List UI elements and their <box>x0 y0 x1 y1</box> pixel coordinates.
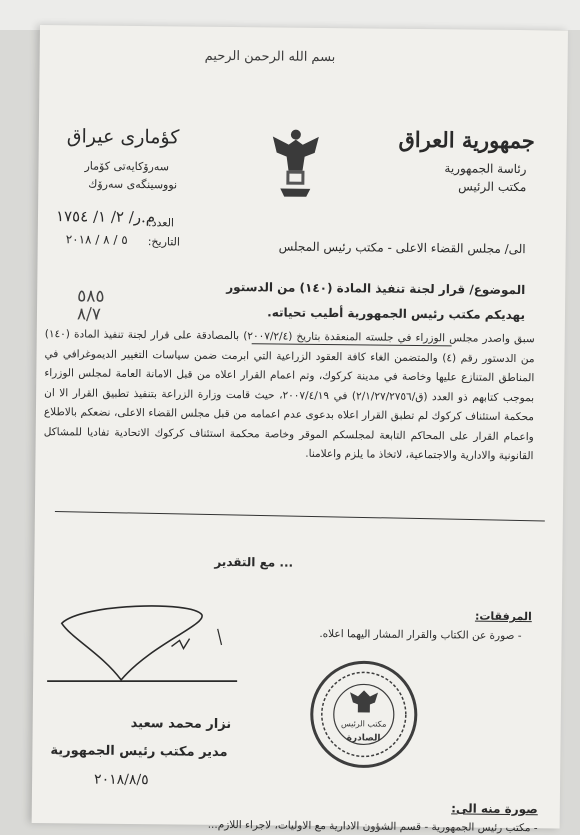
copy-to-item: - مكتب رئيس الجمهورية - قسم الشؤون الادارية مع الاوليات، لاجراء اللازم... <box>207 818 538 835</box>
addressee: الى/ مجلس القضاء الاعلى - مكتب رئيس المجلس <box>278 239 526 257</box>
stamp-bottom-text: الصادرة <box>346 733 381 744</box>
signer-title: مدير مكتب رئيس الجمهورية <box>50 743 228 761</box>
presidency-ar: رئاسة الجمهورية <box>444 161 527 177</box>
pen-underline <box>55 511 545 521</box>
stamp-center-text: مكتب الرئيس <box>340 719 387 729</box>
attachments-label: المرفقات: <box>474 609 532 624</box>
country-title-ar: جمهورية العراق <box>398 126 535 154</box>
number-value: م.ر/ ٢/ ١/ ١٧٥٤ <box>55 207 156 227</box>
official-stamp <box>307 658 420 771</box>
office-ku: نووسينگەى سەرۆك <box>88 177 178 192</box>
presidency-ku: سەرۆكايەتى كۆمار <box>84 159 170 174</box>
handwritten-signature <box>41 593 242 690</box>
subject-line: الموضوع/ قرار لجنة تنفيذ المادة (١٤٠) من الدستور <box>226 279 526 298</box>
signer-name: نزار محمد سعيد <box>130 715 232 733</box>
number-label: العدد: <box>147 216 175 230</box>
body-paragraph: سبق واصدر مجلس الوزراء في جلسته المنعقدة بتاريخ (٢٠٠٧/٢/٤) بالمصادقة على قرار لجنة تنفيذ المادة (١٤٠) من الدستور رقم (٤) والمتضمن الغاء كافة العقود الزراعية التي ابرمت ضمن سياسات التغيير الديموغرافي في المناطق المتنازع عليها وخاصة في مدينة كركوك، وتم اعمام القرار اعلاه من قبل الامانة العامة لمجلس الوزراء بموجب كتابهم ذو العدد (ق/٢/١/٢٧/٢٧٥٦) في ٢٠٠٧/٤/١٩، حيث قامت وزارة الزراعة بتنفيذ تطبيق القرار الا ان محكمة استئناف كركوك لم تطبق القرار اعلاه بدعوى عدم اعمامه من قبل مجلس القضاء الاعلى، نضعكم بالاطلاع واعمام القرار على المحاكم التابعة لمجلسكم الموقر وخاصة محكمة استئناف كركوك الاتحادية تفاديا للمشاكل القانونية والادارية والاجتماعية، لاتخاذ ما يلزم واعلامنا. <box>43 328 535 463</box>
date-value: ٥ / ٨ / ٢٠١٨ <box>65 232 128 247</box>
office-ar: مكتب الرئيس <box>458 179 527 195</box>
country-title-ku: كؤمارى عيراق <box>66 125 180 149</box>
closing: ... مع التقدير <box>214 554 294 570</box>
attachments-item: - صورة عن الكتاب والقرار المشار اليهما اعلاه. <box>319 627 522 643</box>
copy-to-label: صورة منه الى: <box>451 801 538 817</box>
letter-sheet <box>32 25 568 835</box>
date-label: التاريخ: <box>147 235 181 249</box>
iraq-eagle-emblem-icon <box>266 122 325 203</box>
basmala: بسم الله الرحمن الرحيم <box>204 48 336 66</box>
handwritten-note: ٥٨٥ ٨/٧ <box>76 286 105 325</box>
signer-date: ٢٠١٨/٨/٥ <box>94 771 149 789</box>
greeting: يهديكم مكتب رئيس الجمهورية أطيب تحياته. <box>267 305 526 323</box>
